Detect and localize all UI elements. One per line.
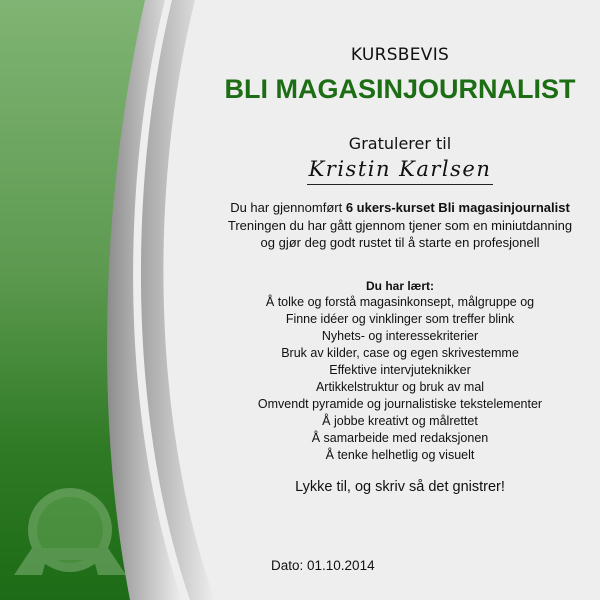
learned-item: Artikkelstruktur og bruk av mal [315, 380, 485, 395]
intro-line-3: og gjør deg godt rustet til å starte en profesjonell [260, 235, 540, 251]
intro-prefix: Du har gjennomført [230, 200, 346, 216]
course-title: BLI MAGASINJOURNALIST [224, 73, 576, 104]
closing-text: Lykke til, og skriv så det gnistrer! [295, 479, 505, 496]
learned-item: Å tolke og forstå magasinkonsept, målgruppe og [265, 295, 535, 310]
intro-line-1 [205, 199, 595, 217]
certificate-body [205, 44, 595, 498]
learned-item: Bruk av kilder, case og egen skrivestemme [281, 346, 519, 361]
learned-item: Effektive intervjuteknikker [329, 363, 471, 378]
recipient-name: Kristin Karlsen [307, 155, 494, 185]
intro-line-2: Treningen du har gått gjennom tjener som en miniutdanning [227, 217, 573, 233]
learned-item: Omvendt pyramide og journalistiske tekstelementer [257, 397, 543, 412]
learned-item: Nyhets- og interessekriterier [321, 329, 479, 344]
learned-item: Finne idéer og vinklinger som treffer blink [285, 312, 515, 327]
learned-item: Å tenke helhetlig og visuelt [325, 448, 475, 463]
learned-heading: Du har lært: [365, 278, 434, 293]
certificate-heading: KURSBEVIS [350, 45, 450, 65]
congrats-text: Gratulerer til [348, 134, 452, 154]
learned-item: Å jobbe kreativt og målrettet [322, 414, 478, 429]
recipient-wrap [205, 155, 595, 185]
learned-item: Å samarbeide med redaksjonen [311, 431, 489, 446]
intro-course-name: 6 ukers-kurset Bli magasinjournalist [345, 200, 570, 216]
date-text: Dato: 01.10.2014 [271, 558, 375, 573]
